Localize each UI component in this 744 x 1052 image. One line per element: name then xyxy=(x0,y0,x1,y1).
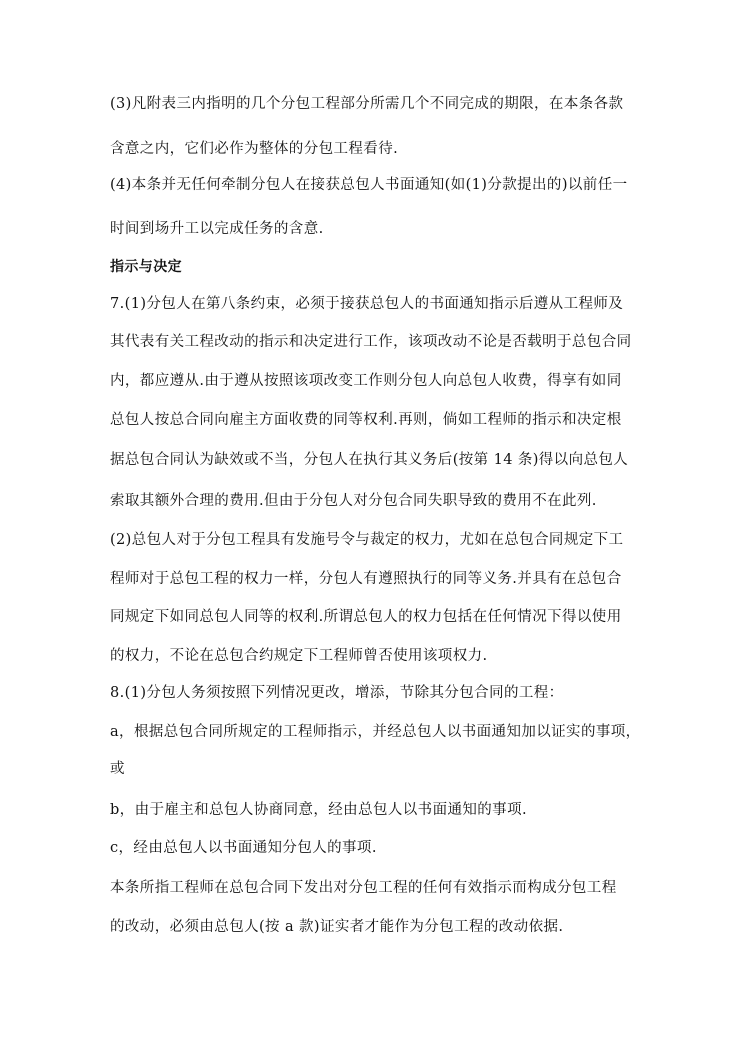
clause-7-2-line-1: (2)总包人对于分包工程具有发施号令与裁定的权力，尤如在总包合同规定下工 xyxy=(110,532,624,548)
paragraph-3-line-1: (3)凡附表三内指明的几个分包工程部分所需几个不同完成的期限，在本条各款 xyxy=(110,96,624,112)
clause-7-1-line-4: 总包人按总合同向雇主方面收费的同等权利.再则，倘如工程师的指示和决定根 xyxy=(110,412,622,428)
clause-7-2-line-3: 同规定下如同总包人同等的权利.所谓总包人的权力包括在任何情况下得以使用 xyxy=(110,609,622,625)
clause-7-1-line-5: 据总包合同认为缺效或不当，分包人在执行其义务后(按第 14 条)得以向总包人 xyxy=(110,452,629,468)
item-c: c，经由总包人以书面通知分包人的事项. xyxy=(110,840,377,856)
clause-8-1-line-1: 8.(1)分包人务须按照下列情况更改，增添，节除其分包合同的工程： xyxy=(110,685,564,701)
clause-7-1-line-3: 内，都应遵从.由于遵从按照该项改变工作则分包人向总包人收费，得享有如同 xyxy=(110,373,622,389)
item-a-line-1: a，根据总包合同所规定的工程师指示，并经总包人以书面通知加以证实的事项， xyxy=(110,724,641,740)
clause-7-2-line-4: 的权力，不论在总包合约规定下工程师曾否使用该项权力. xyxy=(110,648,488,664)
paragraph-4-line-1: (4)本条并无任何牵制分包人在接获总包人书面通知(如(1)分款提出的)以前任一 xyxy=(110,177,628,193)
paragraph-3-line-2: 含意之内，它们必作为整体的分包工程看待. xyxy=(110,141,399,157)
closing-line-2: 的改动，必须由总包人(按 a 款)证实者才能作为分包工程的改动依据. xyxy=(110,919,564,935)
section-heading: 指示与决定 xyxy=(110,259,182,275)
clause-7-1-line-2: 其代表有关工程改动的指示和决定进行工作，该项改动不论是否载明于总包合同 xyxy=(110,334,632,350)
closing-line-1: 本条所指工程师在总包合同下发出对分包工程的任何有效指示而构成分包工程 xyxy=(110,880,617,896)
paragraph-4-line-2: 时间到场升工以完成任务的含意. xyxy=(110,221,324,237)
item-b: b，由于雇主和总包人协商同意，经由总包人以书面通知的事项. xyxy=(110,802,527,818)
clause-7-2-line-2: 程师对于总包工程的权力一样，分包人有遵照执行的同等义务.并具有在总包合 xyxy=(110,571,622,587)
clause-7-1-line-6: 索取其额外合理的费用.但由于分包人对分包合同失职导致的费用不在此列. xyxy=(110,493,597,509)
item-a-line-2: 或 xyxy=(110,761,125,777)
clause-7-1-line-1: 7.(1)分包人在第八条约束，必须于接获总包人的书面通知指示后遵从工程师及 xyxy=(110,296,624,312)
